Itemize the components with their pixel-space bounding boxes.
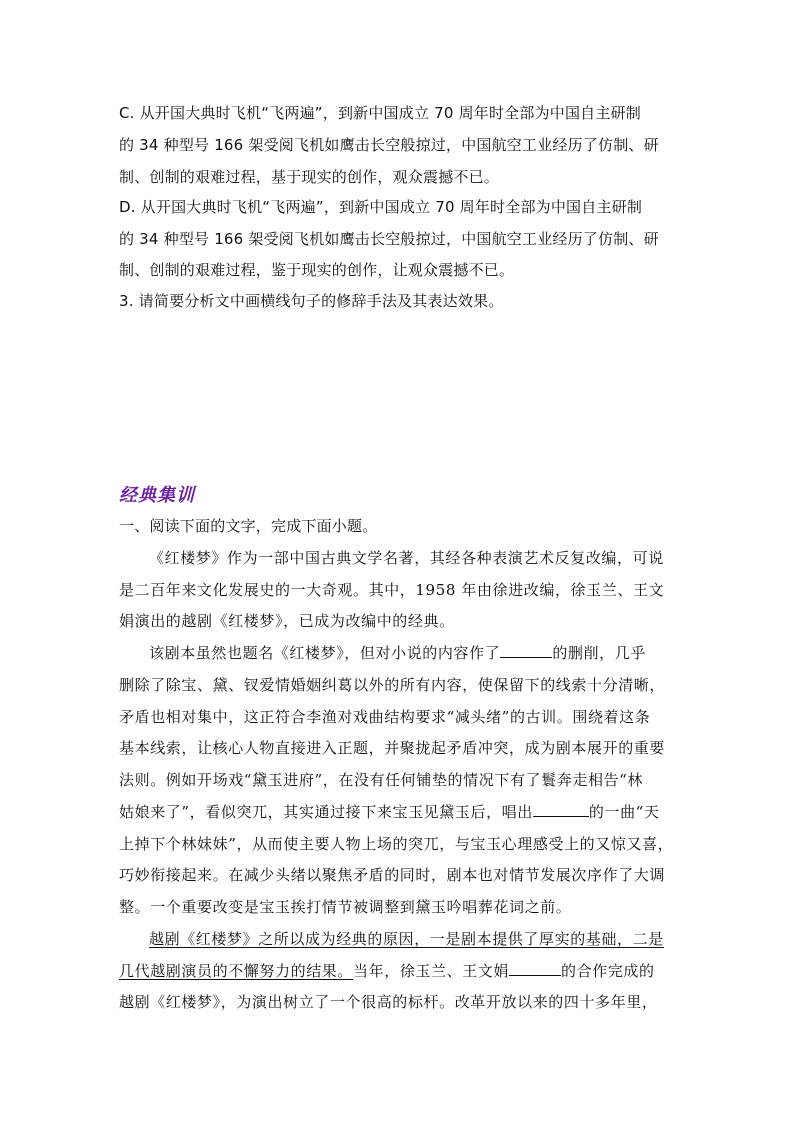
passage-p2-line-7: 上掉下个林妹妹”，从而使主要人物上场的突兀，与宝玉心理感受上的又惊又喜，	[119, 835, 674, 853]
underlined-sentence-part-2: 几代越剧演员的不懈努力的结果。	[119, 962, 354, 980]
passage-p2-line-1-a: 该剧本虽然也题名《红楼梦》，但对小说的内容作了	[149, 644, 501, 662]
option-c-line-2: 的 34 种型号 166 架受阅飞机如鹰击长空般掠过，中国航空工业经历了仿制、研	[119, 136, 659, 154]
passage-p2-line-2: 删除了除宝、黛、钗爱情婚姻纠葛以外的所有内容，使保留下的线索十分清晰，	[119, 676, 666, 694]
passage-p1-line-3: 娟演出的越剧《红楼梦》，已成为改编中的经典。	[119, 612, 455, 630]
option-c-line-3: 制、创制的艰难过程，基于现实的创作，观众震撼不已。	[119, 168, 500, 186]
passage-p3-line-1	[149, 929, 664, 949]
passage-p1-line-2: 是二百年来文化发展史的一大奇观。其中，1958 年由徐进改编，徐玉兰、王文	[119, 581, 665, 599]
passage-p2-line-6-a: 姑娘来了”，看似突兀，其实通过接下来宝玉见黛玉后，唱出	[119, 803, 533, 821]
passage-p2-line-9: 整。一个重要改变是宝玉挨打情节被调整到黛玉吟唱葬花词之前。	[119, 898, 572, 916]
section-title: 经典集训	[119, 485, 195, 506]
option-d-line-3: 制、创制的艰难过程，鉴于现实的创作，让观众震撼不已。	[119, 261, 515, 279]
passage-p3-line-2	[119, 961, 655, 981]
passage-p3-line-2-b: 当年，徐玉兰、王文娟	[353, 962, 510, 980]
passage-p2-line-1-b: 的删削，几乎	[552, 644, 646, 662]
fill-blank-1	[500, 643, 552, 658]
passage-p2-line-4: 基本线索，让核心人物直接进入正题，并聚拢起矛盾冲突，成为剧本展开的重要	[119, 739, 666, 757]
passage-p1-line-1: 《红楼梦》作为一部中国古典文学名著，其经各种表演艺术反复改编，可说	[149, 549, 664, 567]
passage-p2-line-3: 矛盾也相对集中，这正符合李渔对戏曲结构要求“减头绪”的古训。围绕着这条	[119, 708, 651, 726]
passage-p2-line-8: 巧妙衔接起来。在减少头绪以聚焦矛盾的同时，剧本也对情节发展次序作了大调	[119, 866, 666, 884]
question-3: 3. 请简要分析文中画横线句子的修辞手法及其表达效果。	[119, 292, 504, 310]
option-d-line-2: 的 34 种型号 166 架受阅飞机如鹰击长空般掠过，中国航空工业经历了仿制、研	[119, 230, 659, 248]
passage-p3-line-3: 越剧《红楼梦》，为演出树立了一个很高的标杆。改革开放以来的四十多年里，	[119, 993, 658, 1011]
option-c-line-1: C. 从开国大典时飞机“飞两遍”，到新中国成立 70 周年时全部为中国自主研制	[119, 104, 641, 122]
passage-p2-line-6-b: 的一曲“天	[588, 803, 660, 821]
passage-p2-line-5: 法则。例如开场戏“黛玉进府”，在没有任何铺垫的情况下有了鬟奔走相告“林	[119, 771, 644, 789]
passage-p3-line-2-c: 的合作完成的	[561, 962, 655, 980]
underlined-sentence-part-1: 越剧《红楼梦》之所以成为经典的原因，一是剧本提供了厚实的基础，二是	[149, 930, 664, 948]
option-d-line-1: D. 从开国大典时飞机“飞两遍”，到新中国成立 70 周年时全部为中国自主研制	[119, 198, 643, 216]
passage-p2-line-6	[119, 802, 660, 822]
fill-blank-3	[509, 961, 561, 976]
fill-blank-2	[533, 802, 589, 817]
exercise-heading: 一、阅读下面的文字，完成下面小题。	[119, 517, 378, 535]
passage-p2-line-1	[149, 643, 646, 663]
